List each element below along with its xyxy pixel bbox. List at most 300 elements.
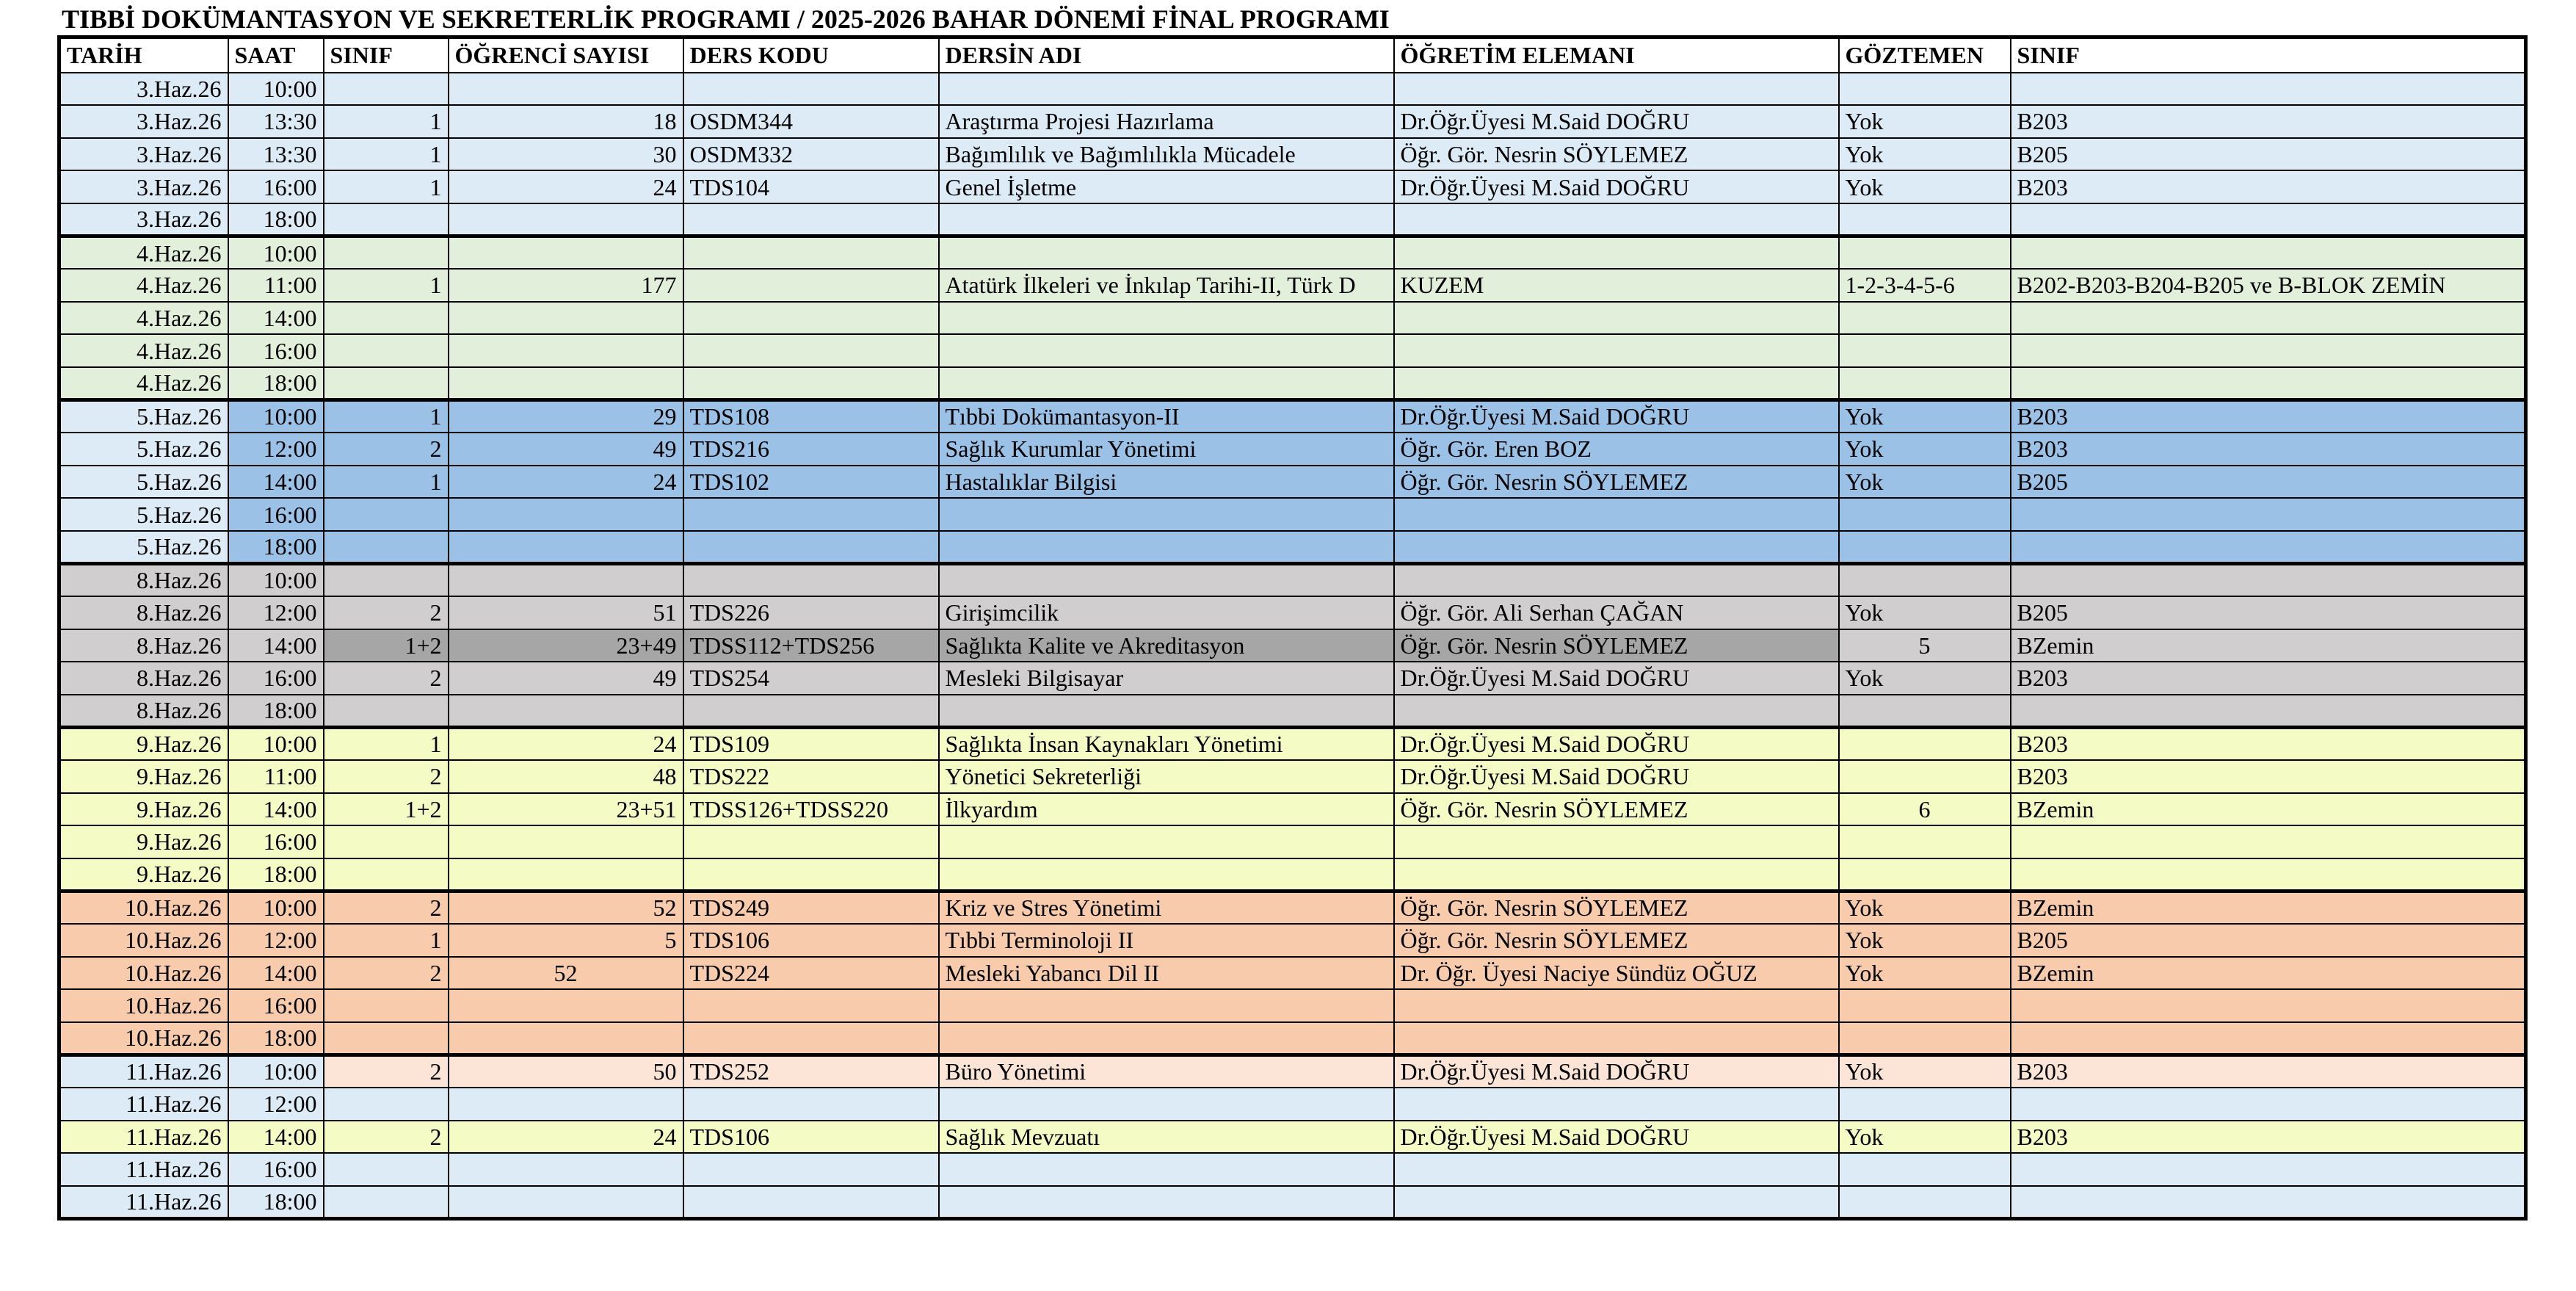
cell-saat: 11:00 bbox=[228, 760, 324, 793]
cell-salon: B203 bbox=[2011, 433, 2526, 466]
cell-saat: 16:00 bbox=[228, 1153, 324, 1186]
cell-dersin-adi bbox=[939, 1022, 1394, 1055]
header-sinif: SINIF bbox=[324, 37, 449, 73]
cell-ders-kodu bbox=[683, 269, 939, 302]
cell-gozetmen: Yok bbox=[1839, 1121, 2011, 1154]
cell-sinif: 2 bbox=[324, 760, 449, 793]
cell-ders-kodu bbox=[683, 203, 939, 236]
cell-saat: 10:00 bbox=[228, 399, 324, 433]
cell-saat: 16:00 bbox=[228, 170, 324, 203]
cell-ogretim-elemani bbox=[1394, 73, 1839, 106]
cell-saat: 10:00 bbox=[228, 236, 324, 269]
cell-tarih: 10.Haz.26 bbox=[59, 957, 228, 990]
cell-ogretim-elemani bbox=[1394, 695, 1839, 728]
cell-saat: 14:00 bbox=[228, 629, 324, 662]
cell-salon bbox=[2011, 203, 2526, 236]
cell-ogrenci-sayisi bbox=[449, 73, 683, 106]
cell-tarih: 4.Haz.26 bbox=[59, 302, 228, 335]
cell-ogrenci-sayisi bbox=[449, 367, 683, 400]
cell-salon: B205 bbox=[2011, 138, 2526, 171]
cell-ogretim-elemani bbox=[1394, 1186, 1839, 1219]
cell-ogretim-elemani: Dr.Öğr.Üyesi M.Said DOĞRU bbox=[1394, 399, 1839, 433]
table-row bbox=[59, 466, 2526, 499]
cell-sinif bbox=[324, 334, 449, 367]
header-ders-kodu: DERS KODU bbox=[683, 37, 939, 73]
cell-ogretim-elemani bbox=[1394, 531, 1839, 564]
cell-tarih: 10.Haz.26 bbox=[59, 1022, 228, 1055]
cell-gozetmen bbox=[1839, 695, 2011, 728]
cell-dersin-adi bbox=[939, 498, 1394, 531]
cell-ogretim-elemani bbox=[1394, 236, 1839, 269]
cell-salon: BZemin bbox=[2011, 891, 2526, 924]
cell-tarih: 3.Haz.26 bbox=[59, 203, 228, 236]
table-row bbox=[59, 1186, 2526, 1219]
table-row bbox=[59, 203, 2526, 236]
cell-sinif: 2 bbox=[324, 662, 449, 695]
cell-ogretim-elemani bbox=[1394, 203, 1839, 236]
cell-ders-kodu bbox=[683, 531, 939, 564]
header-ogrenci-sayisi: ÖĞRENCİ SAYISI bbox=[449, 37, 683, 73]
cell-ders-kodu bbox=[683, 825, 939, 858]
cell-tarih: 9.Haz.26 bbox=[59, 760, 228, 793]
cell-sinif bbox=[324, 367, 449, 400]
cell-sinif: 2 bbox=[324, 433, 449, 466]
cell-gozetmen: Yok bbox=[1839, 138, 2011, 171]
cell-salon bbox=[2011, 695, 2526, 728]
cell-saat: 10:00 bbox=[228, 727, 324, 760]
cell-saat: 18:00 bbox=[228, 858, 324, 892]
cell-gozetmen bbox=[1839, 727, 2011, 760]
cell-tarih: 3.Haz.26 bbox=[59, 105, 228, 138]
cell-gozetmen bbox=[1839, 1022, 2011, 1055]
cell-ders-kodu: TDSS126+TDSS220 bbox=[683, 793, 939, 826]
cell-dersin-adi: Araştırma Projesi Hazırlama bbox=[939, 105, 1394, 138]
table-row bbox=[59, 433, 2526, 466]
cell-saat: 10:00 bbox=[228, 1055, 324, 1088]
cell-saat: 14:00 bbox=[228, 1121, 324, 1154]
cell-salon bbox=[2011, 367, 2526, 400]
cell-ogrenci-sayisi: 52 bbox=[449, 957, 683, 990]
cell-tarih: 11.Haz.26 bbox=[59, 1088, 228, 1121]
cell-ders-kodu bbox=[683, 302, 939, 335]
cell-saat: 18:00 bbox=[228, 367, 324, 400]
cell-ogrenci-sayisi: 29 bbox=[449, 399, 683, 433]
cell-ogrenci-sayisi bbox=[449, 1153, 683, 1186]
cell-ders-kodu: TDS254 bbox=[683, 662, 939, 695]
cell-sinif bbox=[324, 302, 449, 335]
cell-dersin-adi: Büro Yönetimi bbox=[939, 1055, 1394, 1088]
cell-gozetmen: Yok bbox=[1839, 662, 2011, 695]
cell-sinif: 1 bbox=[324, 727, 449, 760]
cell-dersin-adi: Sağlıkta İnsan Kaynakları Yönetimi bbox=[939, 727, 1394, 760]
cell-dersin-adi: Kriz ve Stres Yönetimi bbox=[939, 891, 1394, 924]
cell-sinif: 2 bbox=[324, 957, 449, 990]
cell-gozetmen: Yok bbox=[1839, 433, 2011, 466]
cell-dersin-adi bbox=[939, 203, 1394, 236]
cell-dersin-adi: Yönetici Sekreterliği bbox=[939, 760, 1394, 793]
cell-dersin-adi: Atatürk İlkeleri ve İnkılap Tarihi-II, Türk D bbox=[939, 269, 1394, 302]
cell-ogrenci-sayisi: 23+51 bbox=[449, 793, 683, 826]
cell-sinif: 1 bbox=[324, 105, 449, 138]
cell-ders-kodu bbox=[683, 563, 939, 596]
cell-dersin-adi: Genel İşletme bbox=[939, 170, 1394, 203]
cell-gozetmen: Yok bbox=[1839, 596, 2011, 629]
cell-ogrenci-sayisi: 23+49 bbox=[449, 629, 683, 662]
cell-gozetmen: Yok bbox=[1839, 466, 2011, 499]
cell-dersin-adi: Bağımlılık ve Bağımlılıkla Mücadele bbox=[939, 138, 1394, 171]
cell-sinif: 2 bbox=[324, 596, 449, 629]
cell-saat: 16:00 bbox=[228, 825, 324, 858]
cell-ogretim-elemani bbox=[1394, 858, 1839, 892]
cell-ders-kodu: TDS216 bbox=[683, 433, 939, 466]
cell-tarih: 9.Haz.26 bbox=[59, 727, 228, 760]
cell-tarih: 4.Haz.26 bbox=[59, 236, 228, 269]
cell-gozetmen bbox=[1839, 1088, 2011, 1121]
cell-ders-kodu bbox=[683, 334, 939, 367]
table-row bbox=[59, 563, 2526, 596]
table-row bbox=[59, 399, 2526, 433]
cell-salon: B203 bbox=[2011, 1121, 2526, 1154]
cell-saat: 12:00 bbox=[228, 596, 324, 629]
cell-ders-kodu: TDS224 bbox=[683, 957, 939, 990]
cell-gozetmen bbox=[1839, 203, 2011, 236]
cell-sinif bbox=[324, 236, 449, 269]
cell-dersin-adi: Sağlıkta Kalite ve Akreditasyon bbox=[939, 629, 1394, 662]
cell-ogretim-elemani: Dr.Öğr.Üyesi M.Said DOĞRU bbox=[1394, 1121, 1839, 1154]
cell-tarih: 4.Haz.26 bbox=[59, 334, 228, 367]
cell-saat: 10:00 bbox=[228, 563, 324, 596]
cell-sinif bbox=[324, 1088, 449, 1121]
cell-ogrenci-sayisi: 24 bbox=[449, 727, 683, 760]
cell-sinif: 2 bbox=[324, 891, 449, 924]
cell-tarih: 10.Haz.26 bbox=[59, 891, 228, 924]
cell-gozetmen bbox=[1839, 563, 2011, 596]
cell-gozetmen: 5 bbox=[1839, 629, 2011, 662]
cell-gozetmen: Yok bbox=[1839, 399, 2011, 433]
cell-gozetmen bbox=[1839, 531, 2011, 564]
cell-tarih: 9.Haz.26 bbox=[59, 793, 228, 826]
cell-saat: 10:00 bbox=[228, 73, 324, 106]
cell-salon: BZemin bbox=[2011, 629, 2526, 662]
cell-ders-kodu: TDS106 bbox=[683, 924, 939, 957]
cell-saat: 13:30 bbox=[228, 138, 324, 171]
cell-ders-kodu bbox=[683, 498, 939, 531]
cell-salon: B203 bbox=[2011, 662, 2526, 695]
cell-tarih: 9.Haz.26 bbox=[59, 858, 228, 892]
cell-ders-kodu bbox=[683, 695, 939, 728]
cell-dersin-adi bbox=[939, 989, 1394, 1022]
cell-ogretim-elemani bbox=[1394, 825, 1839, 858]
cell-salon: BZemin bbox=[2011, 793, 2526, 826]
cell-dersin-adi: Sağlık Kurumlar Yönetimi bbox=[939, 433, 1394, 466]
table-row bbox=[59, 138, 2526, 171]
cell-salon: BZemin bbox=[2011, 957, 2526, 990]
cell-salon: B205 bbox=[2011, 466, 2526, 499]
cell-saat: 16:00 bbox=[228, 334, 324, 367]
cell-ogretim-elemani bbox=[1394, 563, 1839, 596]
cell-ogrenci-sayisi bbox=[449, 1022, 683, 1055]
table-row bbox=[59, 924, 2526, 957]
cell-ogrenci-sayisi bbox=[449, 695, 683, 728]
cell-salon bbox=[2011, 73, 2526, 106]
cell-salon bbox=[2011, 236, 2526, 269]
table-row bbox=[59, 498, 2526, 531]
cell-ogretim-elemani bbox=[1394, 334, 1839, 367]
table-row bbox=[59, 105, 2526, 138]
cell-dersin-adi: İlkyardım bbox=[939, 793, 1394, 826]
cell-tarih: 3.Haz.26 bbox=[59, 73, 228, 106]
cell-sinif: 1 bbox=[324, 138, 449, 171]
cell-ders-kodu: TDS109 bbox=[683, 727, 939, 760]
cell-dersin-adi bbox=[939, 302, 1394, 335]
cell-salon bbox=[2011, 334, 2526, 367]
cell-ogrenci-sayisi: 177 bbox=[449, 269, 683, 302]
cell-sinif bbox=[324, 1186, 449, 1219]
header-salon: SINIF bbox=[2011, 37, 2526, 73]
cell-salon bbox=[2011, 563, 2526, 596]
table-row bbox=[59, 825, 2526, 858]
cell-salon bbox=[2011, 1088, 2526, 1121]
table-row bbox=[59, 957, 2526, 990]
cell-ogrenci-sayisi bbox=[449, 236, 683, 269]
cell-dersin-adi bbox=[939, 73, 1394, 106]
cell-tarih: 8.Haz.26 bbox=[59, 662, 228, 695]
cell-ders-kodu bbox=[683, 1022, 939, 1055]
cell-ogrenci-sayisi: 24 bbox=[449, 1121, 683, 1154]
cell-ogrenci-sayisi bbox=[449, 858, 683, 892]
header-saat: SAAT bbox=[228, 37, 324, 73]
cell-gozetmen: Yok bbox=[1839, 170, 2011, 203]
cell-ogretim-elemani bbox=[1394, 302, 1839, 335]
cell-tarih: 11.Haz.26 bbox=[59, 1121, 228, 1154]
cell-ders-kodu bbox=[683, 989, 939, 1022]
cell-ogretim-elemani bbox=[1394, 989, 1839, 1022]
cell-ders-kodu: TDS104 bbox=[683, 170, 939, 203]
cell-saat: 18:00 bbox=[228, 695, 324, 728]
cell-dersin-adi bbox=[939, 563, 1394, 596]
cell-ogretim-elemani: Öğr. Gör. Nesrin SÖYLEMEZ bbox=[1394, 924, 1839, 957]
cell-salon bbox=[2011, 531, 2526, 564]
cell-ders-kodu bbox=[683, 1186, 939, 1219]
cell-ders-kodu bbox=[683, 367, 939, 400]
cell-tarih: 10.Haz.26 bbox=[59, 989, 228, 1022]
cell-ogretim-elemani: Öğr. Gör. Nesrin SÖYLEMEZ bbox=[1394, 891, 1839, 924]
cell-ogretim-elemani bbox=[1394, 498, 1839, 531]
cell-dersin-adi: Girişimcilik bbox=[939, 596, 1394, 629]
cell-tarih: 9.Haz.26 bbox=[59, 825, 228, 858]
cell-sinif bbox=[324, 203, 449, 236]
table-row bbox=[59, 73, 2526, 106]
cell-salon: B203 bbox=[2011, 760, 2526, 793]
cell-tarih: 5.Haz.26 bbox=[59, 399, 228, 433]
cell-ogrenci-sayisi bbox=[449, 498, 683, 531]
cell-ogrenci-sayisi: 51 bbox=[449, 596, 683, 629]
cell-sinif bbox=[324, 1153, 449, 1186]
cell-tarih: 8.Haz.26 bbox=[59, 563, 228, 596]
cell-saat: 10:00 bbox=[228, 891, 324, 924]
cell-ogrenci-sayisi: 24 bbox=[449, 466, 683, 499]
cell-ders-kodu: TDS108 bbox=[683, 399, 939, 433]
cell-dersin-adi: Mesleki Bilgisayar bbox=[939, 662, 1394, 695]
table-row bbox=[59, 662, 2526, 695]
cell-salon bbox=[2011, 498, 2526, 531]
cell-salon: B203 bbox=[2011, 727, 2526, 760]
cell-tarih: 8.Haz.26 bbox=[59, 695, 228, 728]
cell-ogrenci-sayisi bbox=[449, 989, 683, 1022]
cell-dersin-adi: Hastalıklar Bilgisi bbox=[939, 466, 1394, 499]
cell-ogretim-elemani: Dr.Öğr.Üyesi M.Said DOĞRU bbox=[1394, 727, 1839, 760]
table-row bbox=[59, 727, 2526, 760]
table-row bbox=[59, 596, 2526, 629]
cell-saat: 13:30 bbox=[228, 105, 324, 138]
cell-dersin-adi: Tıbbi Dokümantasyon-II bbox=[939, 399, 1394, 433]
cell-ogrenci-sayisi bbox=[449, 1088, 683, 1121]
cell-gozetmen bbox=[1839, 498, 2011, 531]
cell-saat: 14:00 bbox=[228, 793, 324, 826]
cell-ogrenci-sayisi: 5 bbox=[449, 924, 683, 957]
table-row bbox=[59, 793, 2526, 826]
table-row bbox=[59, 1153, 2526, 1186]
cell-salon: B203 bbox=[2011, 1055, 2526, 1088]
cell-sinif bbox=[324, 858, 449, 892]
cell-tarih: 8.Haz.26 bbox=[59, 596, 228, 629]
cell-gozetmen: Yok bbox=[1839, 891, 2011, 924]
cell-sinif: 1+2 bbox=[324, 629, 449, 662]
cell-sinif: 2 bbox=[324, 1121, 449, 1154]
cell-sinif: 1 bbox=[324, 399, 449, 433]
cell-ders-kodu: TDS102 bbox=[683, 466, 939, 499]
cell-salon: B205 bbox=[2011, 924, 2526, 957]
cell-sinif bbox=[324, 1022, 449, 1055]
cell-ogretim-elemani: Dr.Öğr.Üyesi M.Said DOĞRU bbox=[1394, 170, 1839, 203]
cell-salon: B203 bbox=[2011, 399, 2526, 433]
cell-sinif bbox=[324, 695, 449, 728]
cell-ders-kodu: TDS252 bbox=[683, 1055, 939, 1088]
cell-salon bbox=[2011, 858, 2526, 892]
cell-ogretim-elemani: Dr.Öğr.Üyesi M.Said DOĞRU bbox=[1394, 105, 1839, 138]
cell-salon bbox=[2011, 989, 2526, 1022]
header-tarih: TARİH bbox=[59, 37, 228, 73]
cell-salon bbox=[2011, 302, 2526, 335]
cell-ders-kodu: OSDM344 bbox=[683, 105, 939, 138]
cell-ogrenci-sayisi bbox=[449, 1186, 683, 1219]
cell-gozetmen bbox=[1839, 367, 2011, 400]
cell-ogrenci-sayisi: 24 bbox=[449, 170, 683, 203]
table-row bbox=[59, 760, 2526, 793]
cell-ogrenci-sayisi: 52 bbox=[449, 891, 683, 924]
cell-dersin-adi bbox=[939, 334, 1394, 367]
cell-tarih: 5.Haz.26 bbox=[59, 466, 228, 499]
cell-ogrenci-sayisi bbox=[449, 203, 683, 236]
cell-gozetmen: 1-2-3-4-5-6 bbox=[1839, 269, 2011, 302]
cell-gozetmen bbox=[1839, 858, 2011, 892]
cell-tarih: 5.Haz.26 bbox=[59, 531, 228, 564]
cell-gozetmen bbox=[1839, 73, 2011, 106]
table-row bbox=[59, 269, 2526, 302]
cell-ogrenci-sayisi: 48 bbox=[449, 760, 683, 793]
cell-tarih: 5.Haz.26 bbox=[59, 433, 228, 466]
cell-ogretim-elemani bbox=[1394, 1022, 1839, 1055]
cell-ogretim-elemani: Öğr. Gör. Ali Serhan ÇAĞAN bbox=[1394, 596, 1839, 629]
table-row bbox=[59, 1121, 2526, 1154]
cell-ogrenci-sayisi bbox=[449, 563, 683, 596]
cell-saat: 14:00 bbox=[228, 466, 324, 499]
cell-ders-kodu bbox=[683, 858, 939, 892]
cell-sinif: 1 bbox=[324, 269, 449, 302]
cell-saat: 11:00 bbox=[228, 269, 324, 302]
header-gozetmen: GÖZTEMEN bbox=[1839, 37, 2011, 73]
cell-ogrenci-sayisi: 50 bbox=[449, 1055, 683, 1088]
table-row bbox=[59, 695, 2526, 728]
cell-tarih: 11.Haz.26 bbox=[59, 1186, 228, 1219]
cell-ogrenci-sayisi: 18 bbox=[449, 105, 683, 138]
cell-ders-kodu: TDS249 bbox=[683, 891, 939, 924]
cell-saat: 18:00 bbox=[228, 203, 324, 236]
cell-ogretim-elemani bbox=[1394, 1088, 1839, 1121]
cell-ogretim-elemani: KUZEM bbox=[1394, 269, 1839, 302]
cell-ogrenci-sayisi bbox=[449, 531, 683, 564]
cell-sinif bbox=[324, 989, 449, 1022]
cell-dersin-adi: Mesleki Yabancı Dil II bbox=[939, 957, 1394, 990]
cell-gozetmen bbox=[1839, 236, 2011, 269]
cell-sinif: 2 bbox=[324, 1055, 449, 1088]
cell-gozetmen bbox=[1839, 334, 2011, 367]
table-row bbox=[59, 989, 2526, 1022]
cell-ogretim-elemani: Öğr. Gör. Eren BOZ bbox=[1394, 433, 1839, 466]
table-row bbox=[59, 891, 2526, 924]
cell-saat: 18:00 bbox=[228, 1022, 324, 1055]
cell-ders-kodu bbox=[683, 1153, 939, 1186]
cell-dersin-adi: Tıbbi Terminoloji II bbox=[939, 924, 1394, 957]
table-row bbox=[59, 531, 2526, 564]
header-row bbox=[59, 37, 2526, 73]
cell-saat: 14:00 bbox=[228, 302, 324, 335]
cell-ders-kodu bbox=[683, 236, 939, 269]
table-row bbox=[59, 302, 2526, 335]
cell-saat: 18:00 bbox=[228, 1186, 324, 1219]
cell-ogretim-elemani bbox=[1394, 1153, 1839, 1186]
cell-ogrenci-sayisi: 49 bbox=[449, 662, 683, 695]
cell-ders-kodu bbox=[683, 1088, 939, 1121]
cell-gozetmen: Yok bbox=[1839, 957, 2011, 990]
cell-sinif bbox=[324, 498, 449, 531]
cell-ogretim-elemani: Öğr. Gör. Nesrin SÖYLEMEZ bbox=[1394, 629, 1839, 662]
header-ogretim-elemani: ÖĞRETİM ELEMANI bbox=[1394, 37, 1839, 73]
table-row bbox=[59, 334, 2526, 367]
header-dersin-adi: DERSİN ADI bbox=[939, 37, 1394, 73]
cell-dersin-adi bbox=[939, 531, 1394, 564]
cell-ogretim-elemani: Dr. Öğr. Üyesi Naciye Sündüz OĞUZ bbox=[1394, 957, 1839, 990]
cell-sinif bbox=[324, 825, 449, 858]
cell-gozetmen bbox=[1839, 1186, 2011, 1219]
cell-gozetmen bbox=[1839, 302, 2011, 335]
table-row bbox=[59, 1022, 2526, 1055]
cell-saat: 12:00 bbox=[228, 1088, 324, 1121]
cell-salon bbox=[2011, 1186, 2526, 1219]
cell-ders-kodu bbox=[683, 73, 939, 106]
cell-dersin-adi bbox=[939, 858, 1394, 892]
cell-dersin-adi bbox=[939, 825, 1394, 858]
cell-sinif: 1 bbox=[324, 170, 449, 203]
cell-ogrenci-sayisi: 49 bbox=[449, 433, 683, 466]
table-row bbox=[59, 236, 2526, 269]
cell-dersin-adi bbox=[939, 1153, 1394, 1186]
table-row bbox=[59, 1088, 2526, 1121]
cell-tarih: 5.Haz.26 bbox=[59, 498, 228, 531]
cell-gozetmen bbox=[1839, 825, 2011, 858]
cell-ders-kodu: TDS226 bbox=[683, 596, 939, 629]
cell-tarih: 10.Haz.26 bbox=[59, 924, 228, 957]
